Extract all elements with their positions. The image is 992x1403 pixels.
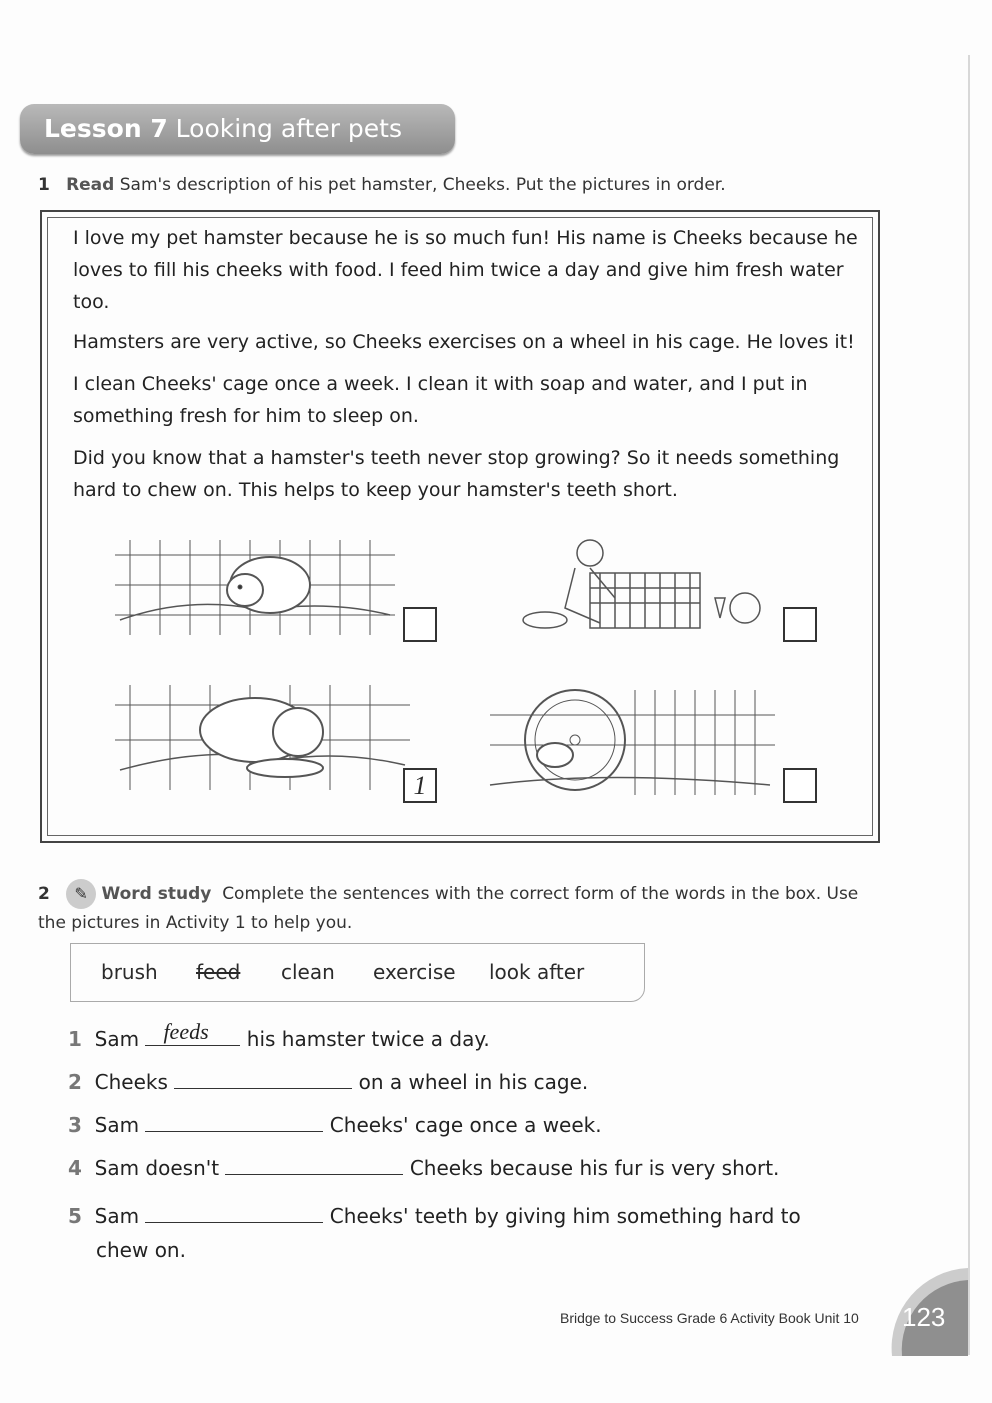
sentence-3 bbox=[68, 1113, 602, 1137]
sentence-4 bbox=[68, 1156, 779, 1180]
paragraph: I love my pet hamster because he is so much fun! His name is Cheeks because he loves to fill his cheeks with food. I feed him twice a day and give him fresh water too. bbox=[73, 227, 858, 313]
footer-text: Bridge to Success Grade 6 Activity Book Unit 10 bbox=[560, 1310, 859, 1326]
activity-verb: Read bbox=[66, 175, 115, 195]
instruction-text: Sam's description of his pet hamster, Cheeks. Put the pictures in order. bbox=[119, 175, 726, 195]
sentence-continuation: chew on. bbox=[96, 1238, 186, 1262]
lesson-name: Looking after pets bbox=[175, 114, 403, 143]
sentence-number: 3 bbox=[68, 1113, 82, 1137]
paragraph: Hamsters are very active, so Cheeks exercises on a wheel in his cage. He loves it! bbox=[73, 331, 855, 353]
hamster-chewing-picture bbox=[110, 535, 395, 645]
page-number: 123 bbox=[902, 1302, 946, 1332]
sentence-number: 5 bbox=[68, 1204, 82, 1228]
word-box bbox=[70, 943, 645, 1002]
activity1-instruction bbox=[38, 175, 726, 195]
answer-blank[interactable] bbox=[145, 1113, 323, 1132]
answer-blank[interactable] bbox=[225, 1156, 403, 1175]
order-box[interactable] bbox=[783, 768, 817, 803]
activity-number: 1 bbox=[38, 175, 50, 195]
answer-blank[interactable] bbox=[145, 1204, 323, 1223]
sentence-number: 4 bbox=[68, 1156, 82, 1180]
lesson-number: Lesson 7 bbox=[44, 114, 168, 143]
answer-blank[interactable] bbox=[174, 1070, 352, 1089]
order-box[interactable]: 1 bbox=[403, 768, 437, 803]
paragraph: Did you know that a hamster's teeth never stop growing? So it needs something hard to chew on. This helps to keep your hamster's teeth short. bbox=[73, 447, 840, 501]
lesson-title bbox=[20, 104, 455, 154]
word: look after bbox=[489, 960, 585, 984]
page-edge bbox=[968, 55, 970, 1355]
sentence-end: his hamster twice a day. bbox=[246, 1027, 490, 1051]
activity2-instruction bbox=[38, 879, 868, 937]
sentence-number: 2 bbox=[68, 1070, 82, 1094]
sentence-end: Cheeks because his fur is very short. bbox=[409, 1156, 780, 1180]
word: brush bbox=[101, 960, 158, 984]
sentence-2 bbox=[68, 1070, 588, 1094]
sentence-number: 1 bbox=[68, 1027, 82, 1051]
sentence-start: Sam bbox=[94, 1113, 140, 1137]
order-box[interactable] bbox=[403, 607, 437, 642]
activity-heading: Word study bbox=[101, 884, 212, 904]
sentence-1 bbox=[68, 1019, 490, 1051]
hamster-eating-picture bbox=[110, 680, 410, 800]
word: exercise bbox=[373, 960, 456, 984]
paragraph: I clean Cheeks' cage once a week. I clean it with soap and water, and I put in something fresh for him to sleep on. bbox=[73, 373, 808, 427]
sentence-start: Sam bbox=[94, 1204, 140, 1228]
sentence-5 bbox=[68, 1199, 848, 1267]
sentence-start: Cheeks bbox=[94, 1070, 168, 1094]
word: clean bbox=[281, 960, 335, 984]
sentence-start: Sam doesn't bbox=[94, 1156, 220, 1180]
answer-blank[interactable] bbox=[145, 1019, 240, 1046]
word-study-icon: ✎ bbox=[66, 879, 96, 909]
word-used: feed bbox=[196, 960, 241, 984]
answer-text: feeds bbox=[163, 1019, 209, 1044]
activity-number: 2 bbox=[38, 884, 50, 904]
sentence-start: Sam bbox=[94, 1027, 140, 1051]
order-box[interactable] bbox=[783, 607, 817, 642]
hamster-wheel-picture bbox=[485, 685, 775, 800]
boy-cleaning-cage-picture bbox=[520, 528, 770, 638]
sentence-end: Cheeks' teeth by giving him something hard to bbox=[329, 1204, 801, 1228]
instruction-text: Complete the sentences with the correct form of the words in the box. Use the pictures in Activity 1 to help you. bbox=[38, 884, 859, 933]
sentence-end: on a wheel in his cage. bbox=[358, 1070, 589, 1094]
sentence-end: Cheeks' cage once a week. bbox=[329, 1113, 602, 1137]
